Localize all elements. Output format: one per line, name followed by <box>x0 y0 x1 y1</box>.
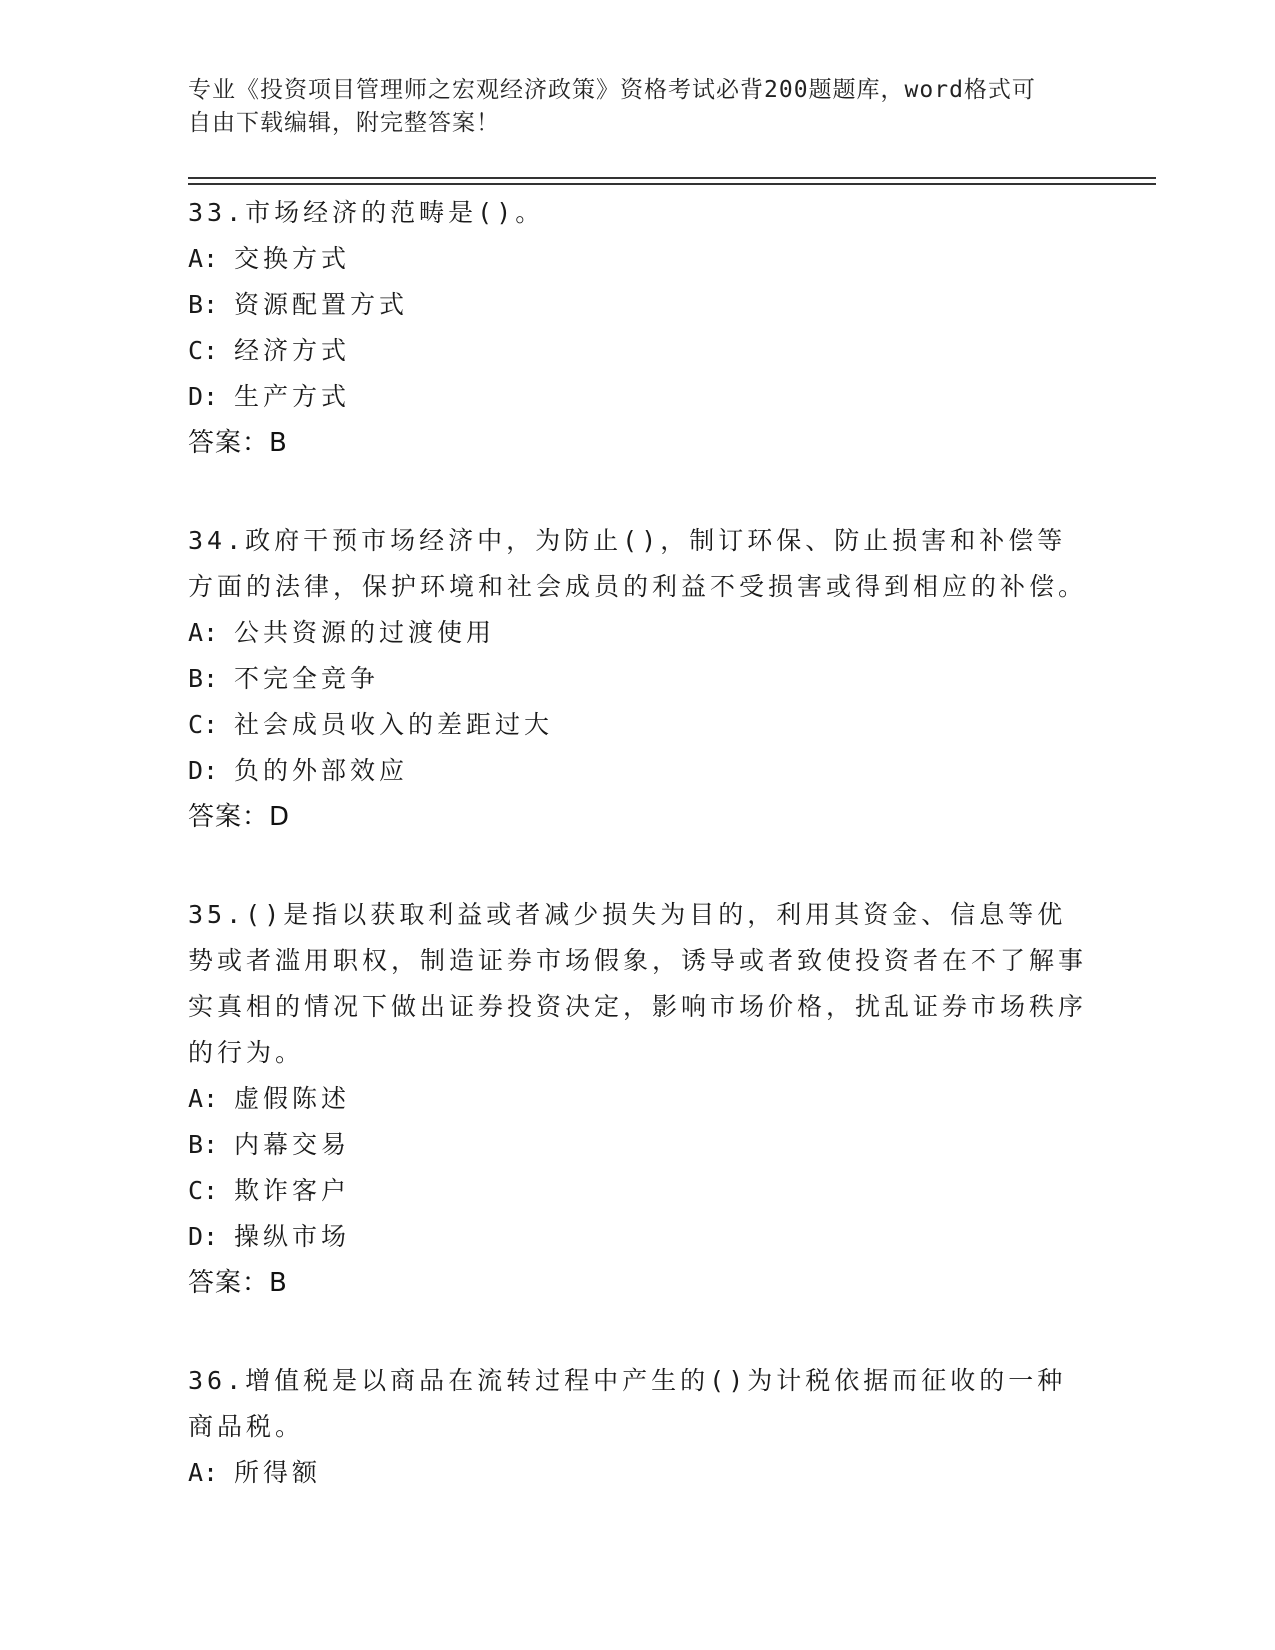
option-key: B: <box>188 290 219 319</box>
option-text: 不完全竞争 <box>234 664 380 693</box>
option-text: 虚假陈述 <box>234 1084 351 1113</box>
option-text: 负的外部效应 <box>234 756 409 785</box>
question-34 <box>188 518 1088 840</box>
option-key: B: <box>188 1130 219 1159</box>
option-text: 经济方式 <box>234 336 351 365</box>
option-key: A: <box>188 244 219 273</box>
option-d <box>188 1214 1088 1260</box>
option-key: A: <box>188 618 219 647</box>
answer-line: 答案：B <box>188 1268 288 1298</box>
option-d <box>188 748 1088 794</box>
option-a <box>188 236 1088 282</box>
question-stem: 36.增值税是以商品在流转过程中产生的()为计税依据而征收的一种商品税。 <box>188 1366 1067 1441</box>
question-stem: 33.市场经济的范畴是()。 <box>188 198 545 227</box>
option-c <box>188 328 1088 374</box>
option-text: 资源配置方式 <box>234 290 409 319</box>
option-text: 欺诈客户 <box>234 1176 351 1205</box>
question-36 <box>188 1358 1088 1496</box>
header-divider-top <box>188 177 1156 179</box>
option-c <box>188 702 1088 748</box>
question-stem: 35.()是指以获取利益或者减少损失为目的，利用其资金、信息等优势或者滥用职权，制造证券市场假象，诱导或者致使投资者在不了解事实真相的情况下做出证券投资决定，影响市场价格，扰乱证券市场秩序的行为。 <box>188 900 1088 1067</box>
answer-line: 答案：D <box>188 802 291 832</box>
option-text: 操纵市场 <box>234 1222 351 1251</box>
header-line-1: 专业《投资项目管理师之宏观经济政策》资格考试必背200题题库，word格式可 <box>188 77 1036 103</box>
option-text: 内幕交易 <box>234 1130 351 1159</box>
question-33 <box>188 190 1088 466</box>
option-a <box>188 1450 1088 1496</box>
option-text: 社会成员收入的差距过大 <box>234 710 554 739</box>
option-a <box>188 1076 1088 1122</box>
option-text: 所得额 <box>234 1458 322 1487</box>
option-key: D: <box>188 1222 219 1251</box>
option-key: B: <box>188 664 219 693</box>
option-key: C: <box>188 710 219 739</box>
option-b <box>188 282 1088 328</box>
answer-line: 答案：B <box>188 428 288 458</box>
option-text: 生产方式 <box>234 382 351 411</box>
question-35 <box>188 892 1088 1306</box>
option-d <box>188 374 1088 420</box>
header-line-2: 自由下载编辑，附完整答案！ <box>188 110 500 136</box>
option-c <box>188 1168 1088 1214</box>
option-key: A: <box>188 1084 219 1113</box>
question-list <box>188 190 1088 1496</box>
header-divider-bottom <box>188 183 1156 185</box>
question-stem: 34.政府干预市场经济中，为防止()，制订环保、防止损害和补偿等方面的法律，保护环境和社会成员的利益不受损害或得到相应的补偿。 <box>188 526 1088 601</box>
option-key: C: <box>188 336 219 365</box>
option-key: C: <box>188 1176 219 1205</box>
document-header <box>188 74 1068 140</box>
option-key: A: <box>188 1458 219 1487</box>
option-text: 交换方式 <box>234 244 351 273</box>
option-b <box>188 656 1088 702</box>
option-b <box>188 1122 1088 1168</box>
option-text: 公共资源的过渡使用 <box>234 618 496 647</box>
option-key: D: <box>188 756 219 785</box>
option-a <box>188 610 1088 656</box>
option-key: D: <box>188 382 219 411</box>
